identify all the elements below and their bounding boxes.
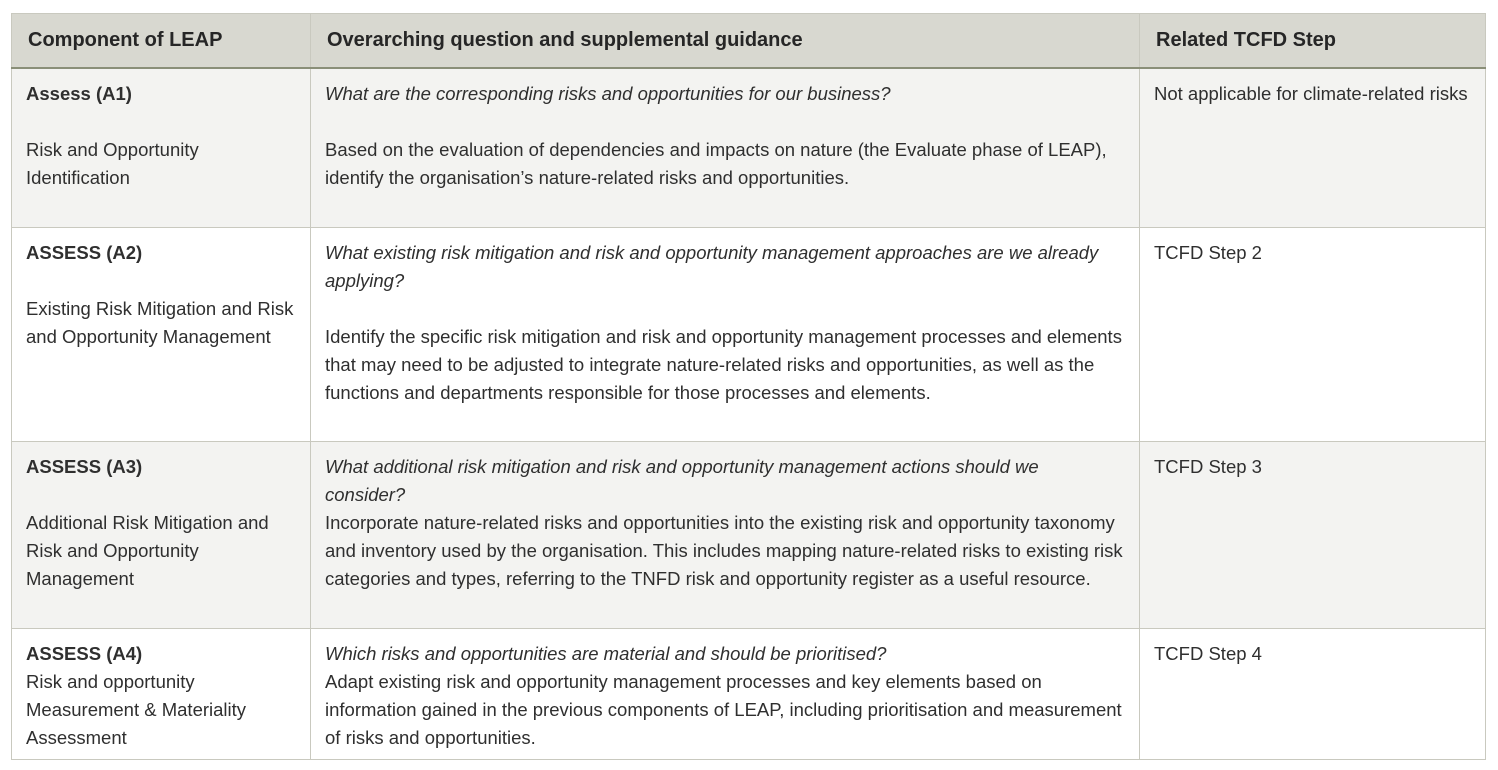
component-cell — [12, 227, 311, 441]
header-row — [12, 14, 1486, 69]
question-cell — [311, 68, 1140, 227]
overarching-question: What existing risk mitigation and risk and opportunity management approaches are we already applying? — [325, 241, 1099, 291]
tcfd-step: Not applicable for climate-related risks — [1154, 83, 1468, 104]
table-row — [12, 628, 1486, 759]
overarching-question: What additional risk mitigation and risk and opportunity management actions should we consider? — [325, 455, 1039, 505]
component-cell — [12, 628, 311, 759]
tcfd-step-cell — [1140, 441, 1486, 628]
component-name: Risk and Opportunity Identification — [26, 139, 199, 188]
overarching-question: What are the corresponding risks and opportunities for our business? — [325, 83, 891, 104]
tcfd-step: TCFD Step 2 — [1154, 241, 1262, 263]
table-row — [12, 441, 1486, 628]
table-row — [12, 68, 1486, 227]
table-header — [12, 14, 1486, 69]
supplemental-guidance: Incorporate nature-related risks and opportunities into the existing risk and opportunity taxonomy and inventory used by the organisation. This includes mapping nature-related risks to existing risk categories and types, referring to the TNFD risk and opportunity register as a useful resource. — [325, 511, 1123, 589]
supplemental-guidance: Adapt existing risk and opportunity management processes and key elements based on information gained in the previous components of LEAP, including prioritisation and measurement of risks and opportunities. — [325, 670, 1122, 748]
tcfd-step-cell — [1140, 227, 1486, 441]
tcfd-step-cell — [1140, 68, 1486, 227]
component-name: Existing Risk Mitigation and Risk and Opportunity Management — [26, 297, 294, 347]
overarching-question: Which risks and opportunities are material and should be prioritised? — [325, 642, 887, 664]
component-cell — [12, 441, 311, 628]
question-cell — [311, 227, 1140, 441]
component-cell — [12, 68, 311, 227]
question-cell — [311, 628, 1140, 759]
tcfd-step-cell — [1140, 628, 1486, 759]
supplemental-guidance: Identify the specific risk mitigation and risk and opportunity management processes and elements that may need to be adjusted to integrate nature-related risks and opportunities, as well as the functions and departments responsible for those processes and elements. — [325, 325, 1122, 403]
supplemental-guidance: Based on the evaluation of dependencies and impacts on nature (the Evaluate phase of LEAP), identify the organisation’s nature-related risks and opportunities. — [325, 139, 1107, 188]
question-cell — [311, 441, 1140, 628]
table-row — [12, 227, 1486, 441]
leap-tcfd-table — [11, 13, 1486, 760]
header-component: Component of LEAP — [12, 14, 311, 69]
tcfd-step: TCFD Step 4 — [1154, 642, 1262, 664]
component-code: Assess (A1) — [26, 83, 132, 104]
header-tcfd-step: Related TCFD Step — [1140, 14, 1486, 69]
component-code: ASSESS (A4) — [26, 642, 143, 664]
header-question: Overarching question and supplemental guidance — [311, 14, 1140, 69]
component-code: ASSESS (A2) — [26, 241, 143, 263]
component-name: Risk and opportunity Measurement & Materiality Assessment — [26, 670, 247, 748]
component-name: Additional Risk Mitigation and Risk and Opportunity Management — [26, 511, 269, 589]
component-code: ASSESS (A3) — [26, 455, 143, 477]
tcfd-step: TCFD Step 3 — [1154, 455, 1262, 477]
